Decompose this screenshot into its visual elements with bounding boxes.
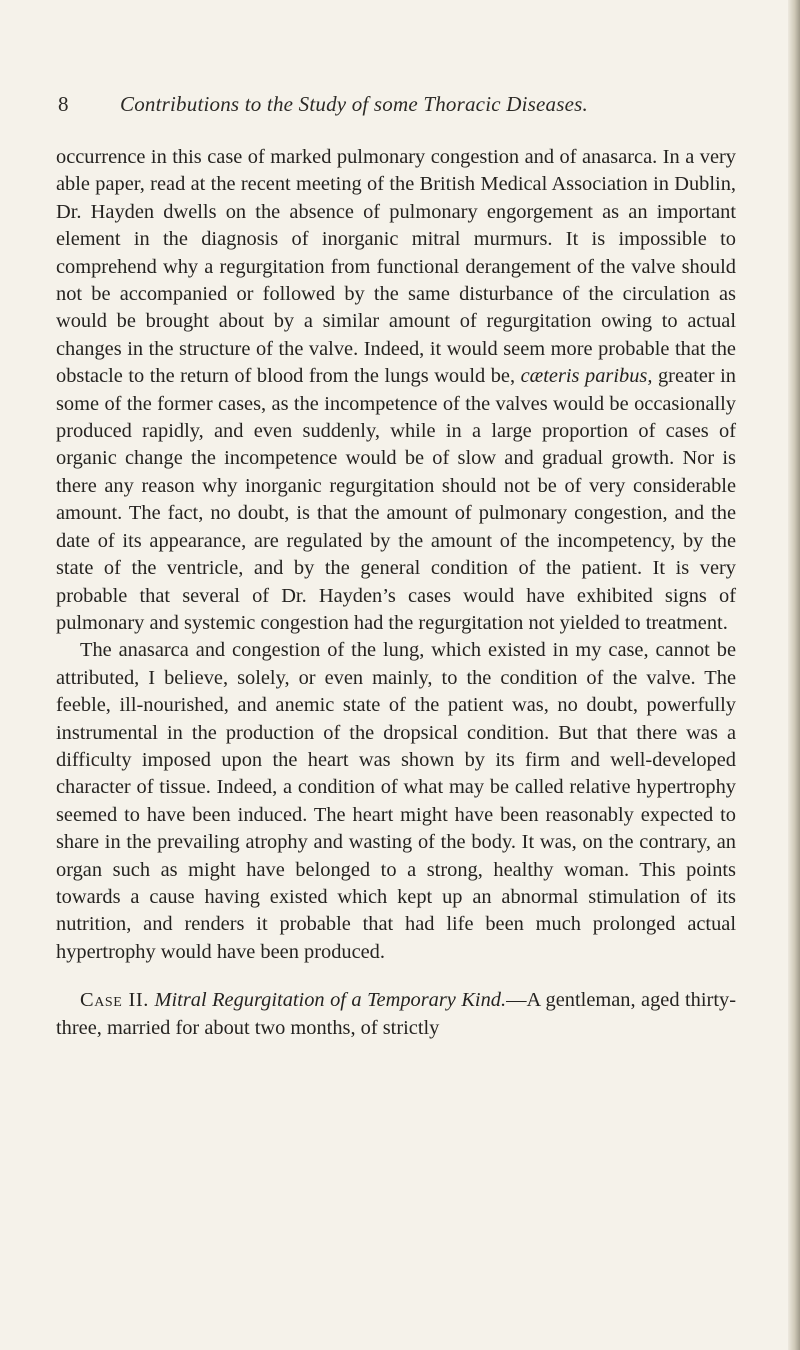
body-text — [56, 144, 736, 1042]
latin-phrase: cæteris paribus, — [520, 365, 653, 388]
case-paragraph — [56, 987, 736, 1042]
paragraph-1-text-b: greater in some of the former cases, as the incompetence of the valves would be occasionally produced rapidly, and even suddenly, while in a large proportion of cases of organic change the incompetence would be of slow and gradual growth. Nor is there any reason why inorganic regurgitation should not be of very considerable amount. The fact, no doubt, is that the amount of pulmonary congestion, and the date of its appearance, are regulated by the amount of the incompetency, by the state of the ventricle, and by the general condition of the patient. It is very probable that several of Dr. Hayden’s cases would have exhibited signs of pulmonary and systemic congestion had the regurgitation not yielded to treatment. — [56, 365, 736, 634]
paragraph-2: The anasarca and congestion of the lung, which existed in my case, cannot be attributed, I believe, solely, or even mainly, to the condition of the valve. The feeble, ill-nourished, and anemic state of the patient was, no doubt, powerfully instrumental in the production of the dropsical condition. But that there was a difficulty imposed upon the heart was shown by its firm and well-developed character of tissue. Indeed, a condition of what may be called relative hypertrophy seemed to have been induced. The heart might have been reasonably expected to share in the prevailing atrophy and wasting of the body. It was, on the contrary, an organ such as might have belonged to a strong, healthy woman. This points towards a cause having existed which kept up an abnormal stimulation of its nutrition, and renders it probable that had life been much prolonged actual hypertrophy would have been produced. — [56, 639, 736, 963]
case-label: Case II. — [80, 989, 150, 1012]
page-number: 8 — [58, 92, 69, 116]
paragraph-1-text-a: occurrence in this case of marked pulmonary congestion and of anasarca. In a very able paper, read at the recent meeting of the British Medical Association in Dublin, Dr. Hayden dwells on the absence of pulmonary engorgement as an important element in the diagnosis of inorganic mitral murmurs. It is impossible to comprehend why a regurgitation from functional derangement of the valve should not be accompanied or followed by the same disturbance of the circulation as would be brought about by a similar amount of regurgitation owing to actual changes in the structure of the valve. Indeed, it would seem more probable that the obstacle to the return of blood from the lungs would be, — [56, 146, 736, 388]
paragraph-1 — [56, 144, 736, 637]
page-header — [58, 92, 738, 122]
case-text: —A gentleman, aged thirty-three, married for about two months, of strictly — [56, 989, 736, 1039]
case-title: Mitral Regurgitation of a Temporary Kind. — [154, 989, 507, 1012]
running-title: Contributions to the Study of some Thoracic Diseases. — [120, 92, 588, 116]
page-edge-shadow — [788, 0, 800, 1350]
